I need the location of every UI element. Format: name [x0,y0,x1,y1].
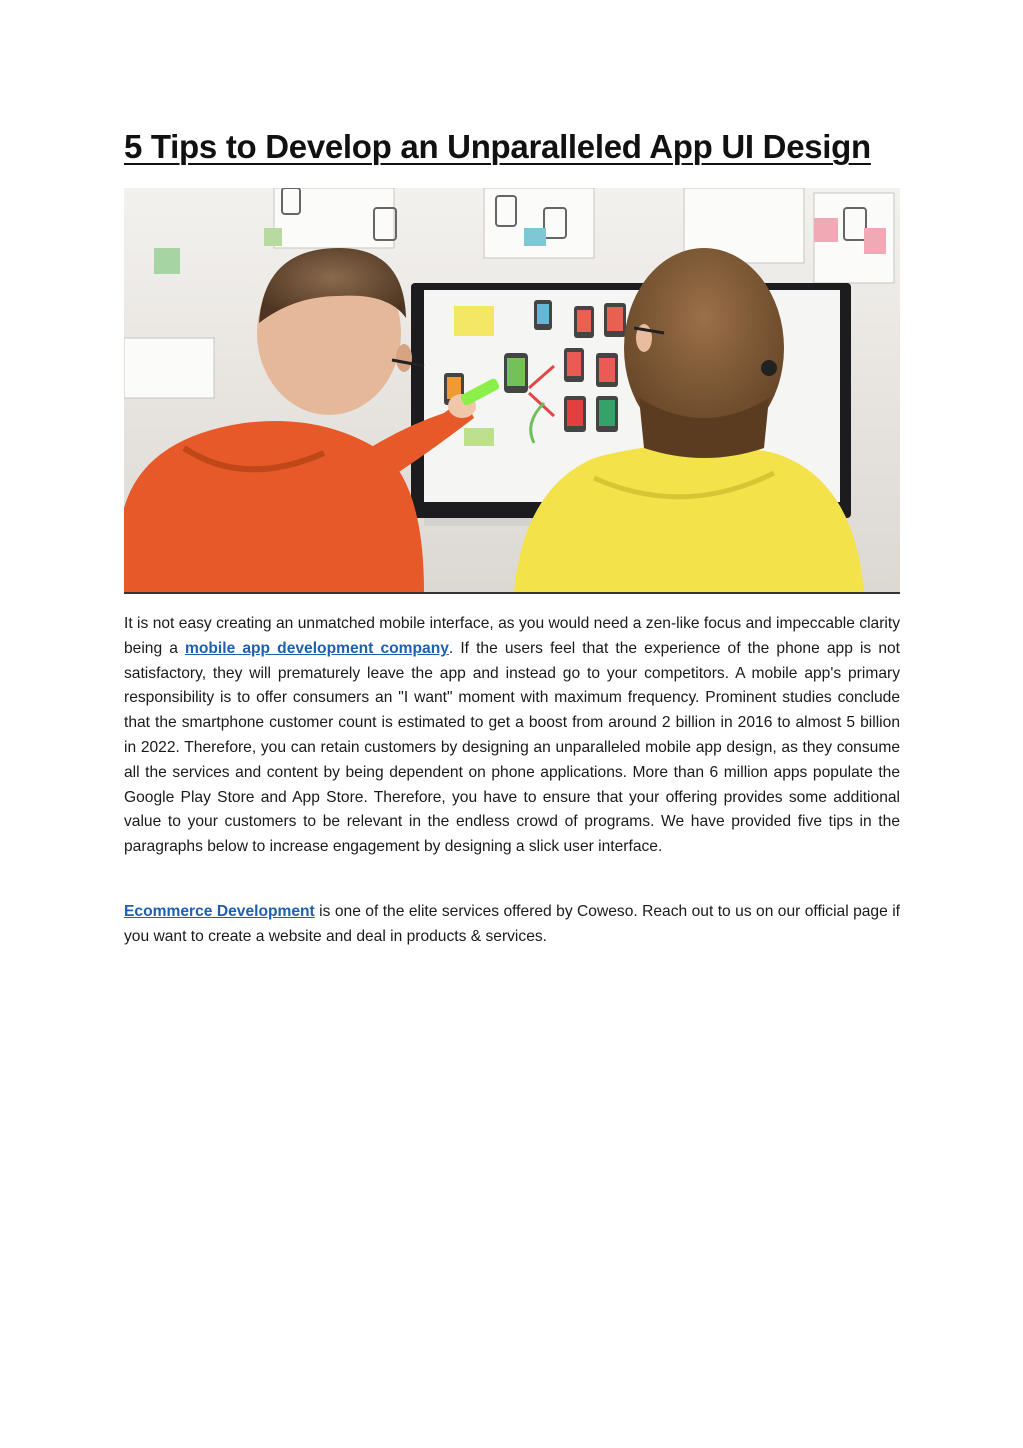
ecommerce-paragraph [124,900,900,950]
hero-image [124,188,900,594]
hero-photo-icon [124,188,900,592]
intro-text-after-link: . If the users feel that the experience of the phone app is not satisfactory, they will prematurely leave the app and instead go to your competitors. A mobile app's primary responsibility is to offer consumers an "I want" moment with maximum frequency. Prominent studies conclude that the smartphone customer count is estimated to get a boost from around 2 billion in 2016 to almost 5 billion in 2022. Therefore, you can retain customers by designing an unparalleled mobile app design, as they consume all the services and content by being dependent on phone applications. More than 6 million apps populate the Google Play Store and App Store. Therefore, you have to ensure that your offering provides some additional value to your customers to be relevant in the endless crowd of programs. We have provided five tips in the paragraphs below to increase engagement by designing a slick user interface. [124,639,900,856]
ecommerce-text-after-link: is one of the elite services offered by Coweso. Reach out to us on our official page if you want to create a website and deal in products & services. [124,903,900,945]
intro-text-before-link: It is not easy creating an unmatched mobile interface, as you would need a zen-like focus and impeccable clarity being a [124,615,900,657]
mobile-app-development-link[interactable]: mobile app development company [185,639,449,657]
page-title: 5 Tips to Develop an Unparalleled App UI Design [124,128,871,165]
ecommerce-development-link[interactable]: Ecommerce Development [124,903,315,920]
intro-paragraph [124,612,900,860]
